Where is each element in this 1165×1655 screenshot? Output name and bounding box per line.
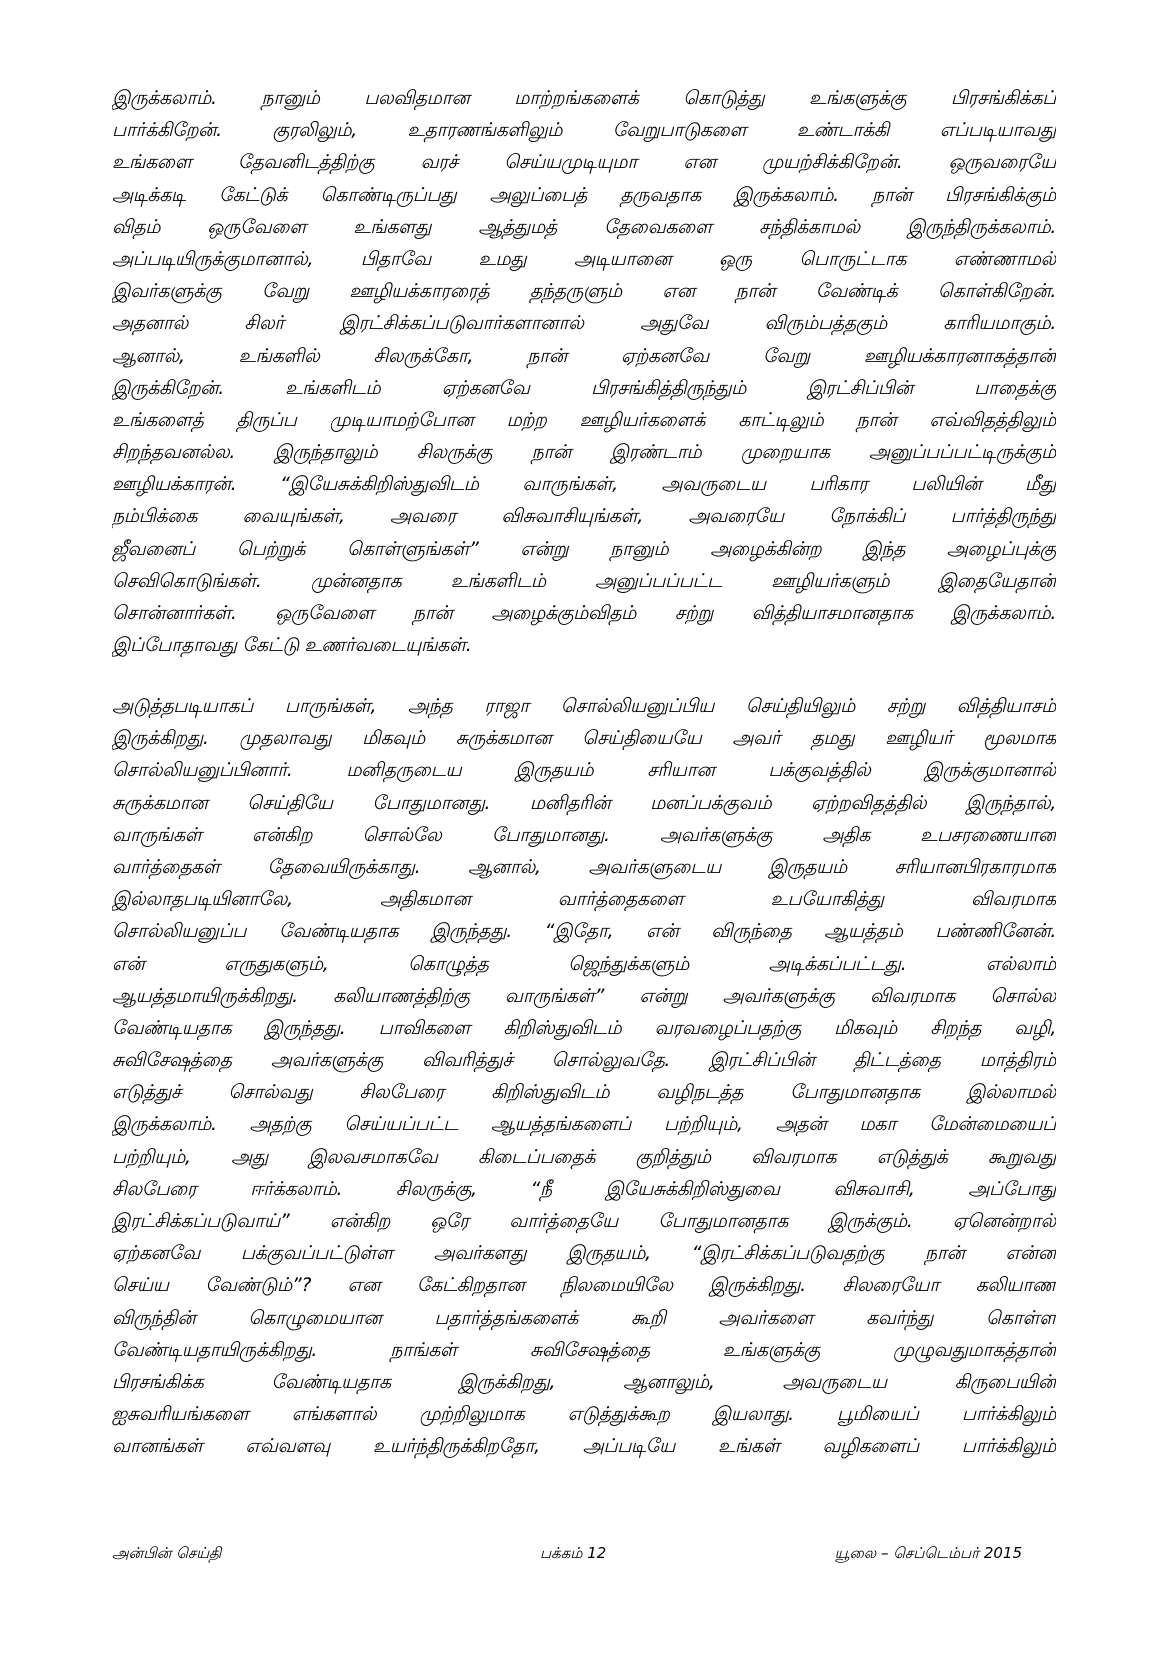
text-line: என் எருதுகளும், கொழுத்த ஜெந்துக்களும் அடிக்கப்பட்டது. எல்லாம்	[112, 952, 1056, 975]
text-line: செவிகொடுங்கள். முன்னதாக உங்களிடம் அனுப்பப்பட்ட ஊழியர்களும் இதையேதான்	[112, 569, 1056, 592]
text-line: பார்க்கிறேன். குரலிலும், உதாரணங்களிலும் வேறுபாடுகளை உண்டாக்கி எப்படியாவது	[112, 119, 1056, 142]
text-line: சுவிசேஷத்தை அவர்களுக்கு விவரித்துச் சொல்லுவதே. இரட்சிப்பின் திட்டத்தை மாத்திரம்	[112, 1049, 1056, 1072]
text-line: சொன்னார்கள். ஒருவேளை நான் அழைக்கும்விதம் சற்று வித்தியாசமானதாக இருக்கலாம்.	[112, 602, 1056, 624]
footer-issue-date: யூலை – செப்டெம்பர் 2015	[834, 1544, 1022, 1562]
text-line: சிறந்தவனல்ல. இருந்தாலும் சிலருக்கு நான் இரண்டாம் முறையாக அனுப்பப்பட்டிருக்கும்	[112, 441, 1056, 464]
text-line: இருக்கலாம். நானும் பலவிதமான மாற்றங்களைக் கொடுத்து உங்களுக்கு பிரசங்கிக்கப்	[112, 87, 1056, 109]
text-line: சொல்லியனுப்ப வேண்டியதாக இருந்தது. “இதோ, என் விருந்தை ஆயத்தம் பண்ணினேன்.	[112, 920, 1056, 943]
text-line: வேண்டியதாயிருக்கிறது. நாங்கள் சுவிசேஷத்தை உங்களுக்கு முழுவதுமாகத்தான்	[112, 1338, 1056, 1361]
text-line: ஐசுவரியங்களை எங்களால் முற்றிலுமாக எடுத்துக்கூற இயலாது. பூமியைப் பார்க்கிலும்	[112, 1403, 1056, 1426]
text-line: பற்றியும், அது இலவசமாகவே கிடைப்பதைக் குறித்தும் விவரமாக எடுத்துக் கூறுவது	[112, 1145, 1056, 1168]
footer-publication-title: அன்பின் செய்தி	[112, 1544, 222, 1562]
text-line: இருக்கிறேன். உங்களிடம் ஏற்கனவே பிரசங்கித்திருந்தும் இரட்சிப்பின் பாதைக்கு	[112, 376, 1056, 399]
text-line: செய்ய வேண்டும்”? என கேட்கிறதான நிலமையிலே இருக்கிறது. சிலரையோ கலியாண	[112, 1274, 1056, 1297]
text-line: உங்களைத் திருப்ப முடியாமற்போன மற்ற ஊழியர்களைக் காட்டிலும் நான் எவ்விதத்திலும்	[112, 408, 1056, 431]
text-line: இரட்சிக்கப்படுவாய்” என்கிற ஒரே வார்த்தையே போதுமானதாக இருக்கும். ஏனென்றால்	[112, 1210, 1056, 1232]
text-line: சுருக்கமான செய்தியே போதுமானது. மனிதரின் மனப்பக்குவம் ஏற்றவிதத்தில் இருந்தால்,	[112, 791, 1056, 814]
text-line: இப்போதாவது கேட்டு உணர்வடையுங்கள்.	[112, 634, 472, 657]
footer-page-number: பக்கம் 12	[540, 1544, 607, 1562]
text-line: நம்பிக்கை வையுங்கள், அவரை விசுவாசியுங்கள், அவரையே நோக்கிப் பார்த்திருந்து	[112, 505, 1056, 528]
text-line: உங்களை தேவனிடத்திற்கு வரச் செய்யமுடியுமா என முயற்சிக்கிறேன். ஒருவரையே	[112, 151, 1056, 174]
text-line: வார்த்தைகள் தேவையிருக்காது. ஆனால், அவர்களுடைய இருதயம் சரியானபிரகாரமாக	[112, 855, 1056, 878]
text-line: ஜீவனைப் பெற்றுக் கொள்ளுங்கள்” என்று நானும் அழைக்கின்ற இந்த அழைப்புக்கு	[112, 537, 1056, 560]
paragraph-2	[112, 690, 1056, 1463]
text-line: அடிக்கடி கேட்டுக் கொண்டிருப்பது அலுப்பைத் தருவதாக இருக்கலாம். நான் பிரசங்கிக்கும்	[112, 183, 1056, 206]
text-line: சிலபேரை ஈர்க்கலாம். சிலருக்கு, “நீ இயேசுக்கிறிஸ்துவை விசுவாசி, அப்போது	[112, 1177, 1056, 1200]
text-line: விருந்தின் கொழுமையான பதார்த்தங்களைக் கூறி அவர்களை கவர்ந்து கொள்ள	[112, 1306, 1056, 1329]
text-line: வானங்கள் எவ்வளவு உயர்ந்திருக்கிறதோ, அப்படியே உங்கள் வழிகளைப் பார்க்கிலும்	[112, 1435, 1056, 1458]
text-line: அப்படியிருக்குமானால், பிதாவே உமது அடியானை ஒரு பொருட்டாக எண்ணாமல்	[112, 247, 1056, 270]
text-line: இருக்கலாம். அதற்கு செய்யப்பட்ட ஆயத்தங்களைப் பற்றியும், அதன் மகா மேன்மையைப்	[112, 1113, 1056, 1136]
text-line: எடுத்துச் சொல்வது சிலபேரை கிறிஸ்துவிடம் வழிநடத்த போதுமானதாக இல்லாமல்	[112, 1081, 1056, 1104]
text-line: ஆனால், உங்களில் சிலருக்கோ, நான் ஏற்கனவே வேறு ஊழியக்காரனாகத்தான்	[112, 344, 1056, 367]
text-line: ஆயத்தமாயிருக்கிறது. கலியாணத்திற்கு வாருங்கள்” என்று அவர்களுக்கு விவரமாக சொல்ல	[112, 984, 1056, 1007]
text-line: சொல்லியனுப்பினார். மனிதருடைய இருதயம் சரியான பக்குவத்தில் இருக்குமானால்	[112, 759, 1056, 782]
text-line: வேண்டியதாக இருந்தது. பாவிகளை கிறிஸ்துவிடம் வரவழைப்பதற்கு மிகவும் சிறந்த வழி,	[112, 1016, 1056, 1039]
text-line: இல்லாதபடியினாலே, அதிகமான வார்த்தைகளை உபயோகித்து விவரமாக	[112, 888, 1056, 911]
text-line: ஊழியக்காரன். “இயேசுக்கிறிஸ்துவிடம் வாருங்கள், அவருடைய பரிகார பலியின் மீது	[112, 473, 1056, 496]
text-line: அதனால் சிலர் இரட்சிக்கப்படுவார்களானால் அதுவே விரும்பத்தகும் காரியமாகும்.	[112, 312, 1056, 335]
paragraph-1	[112, 82, 1056, 661]
text-line: வாருங்கள் என்கிற சொல்லே போதுமானது. அவர்களுக்கு அதிக உபசரணையான	[112, 823, 1056, 846]
text-line: பிரசங்கிக்க வேண்டியதாக இருக்கிறது, ஆனாலும், அவருடைய கிருபையின்	[112, 1370, 1056, 1393]
text-line: அடுத்தபடியாகப் பாருங்கள், அந்த ராஜா சொல்லியனுப்பிய செய்தியிலும் சற்று வித்தியாசம்	[112, 695, 1056, 717]
text-line: இருக்கிறது. முதலாவது மிகவும் சுருக்கமான செய்தியையே அவர் தமது ஊழியர் மூலமாக	[112, 727, 1056, 750]
text-line: ஏற்கனவே பக்குவப்பட்டுள்ள அவர்களது இருதயம், “இரட்சிக்கப்படுவதற்கு நான் என்ன	[112, 1242, 1056, 1265]
text-line: இவர்களுக்கு வேறு ஊழியக்காரரைத் தந்தருளும் என நான் வேண்டிக் கொள்கிறேன்.	[112, 280, 1056, 303]
text-line: விதம் ஒருவேளை உங்களது ஆத்துமத் தேவைகளை சந்திக்காமல் இருந்திருக்கலாம்.	[112, 215, 1056, 238]
page-footer	[112, 1544, 1056, 1574]
